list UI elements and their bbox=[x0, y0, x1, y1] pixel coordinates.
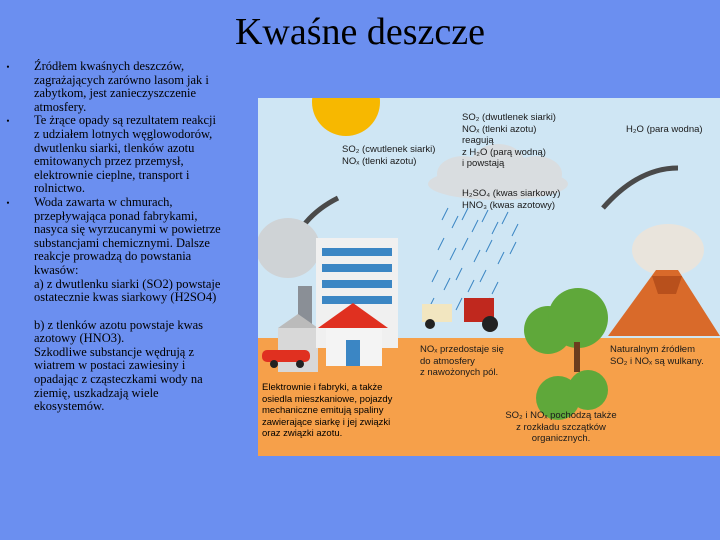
label-organic-decay: SO₂ i NOₓ pochodzą także z rozkładu szczątków organicznych. bbox=[505, 410, 617, 444]
label-acids: H₂SO₄ (kwas siarkowy) HNO₃ (kwas azotowy) bbox=[462, 188, 561, 211]
bullet-item bbox=[4, 60, 254, 114]
label-water-vapor: H₂O (para wodna) bbox=[626, 124, 703, 135]
bullet-dot-icon: • bbox=[6, 116, 10, 127]
bullet-text: Te żrące opady są rezultatem reakcji z udziałem lotnych węglowodorów, dwutlenku siarki, tlenków azotu emitowanych przez przemysł, elektrownie cieplne, transport i rolnictwo. bbox=[34, 113, 217, 196]
bullet-dot-icon: • bbox=[6, 62, 10, 72]
bullet-text-continuation: b) z tlenków azotu powstaje kwas azotowy (HNO3). Szkodliwe substancje wędrują z wiatrem w postaci zawiesiny i opadając z cząsteczkami wody na ziemię, uszkadzają wiele ekosystemów. bbox=[34, 317, 204, 414]
bullet-item bbox=[4, 114, 254, 196]
label-nox-fields: NOₓ przedostaje się do atmosfery z nawożonych pól. bbox=[420, 344, 504, 378]
acid-rain-diagram bbox=[258, 98, 720, 456]
bullet-item bbox=[4, 196, 254, 414]
bullet-text: Źródłem kwaśnych deszczów, zagrażających zarówno lasom jak i zabytkom, jest zanieczyszczenie atmosfery. bbox=[34, 59, 209, 114]
label-volcano-source: Naturalnym źródłem SO₂ i NOₓ są wulkany. bbox=[610, 344, 704, 367]
bullet-text: Woda zawarta w chmurach, przepływająca ponad fabrykami, nasyca się wyrzucanymi w powietrze substancjami chemicznymi. Dalsze reakcje prowadzą do powstania kwasów: a) z dwutlenku siarki (SO2) powstaje ostatecznie kwas siarkowy (H2SO4) bbox=[34, 194, 221, 305]
label-so2-nox-emissions: SO₂ (cwutlenek siarki) NOₓ (tlenki azotu) bbox=[342, 144, 436, 167]
label-so2-nox-reaction: SO₂ (dwutlenek siarki) NOₓ (tlenki azotu) reagują z H₂O (parą wodną) i powstają bbox=[462, 112, 556, 169]
slide-title: Kwaśne deszcze bbox=[234, 11, 486, 53]
bullet-list bbox=[4, 60, 254, 414]
label-factories-emissions: Elektrownie i fabryki, a także osiedla mieszkaniowe, pojazdy mechaniczne emitują spaliny zawierające siarkę i jej związki oraz związki azotu. bbox=[262, 382, 393, 439]
bullet-dot-icon: • bbox=[6, 197, 10, 208]
